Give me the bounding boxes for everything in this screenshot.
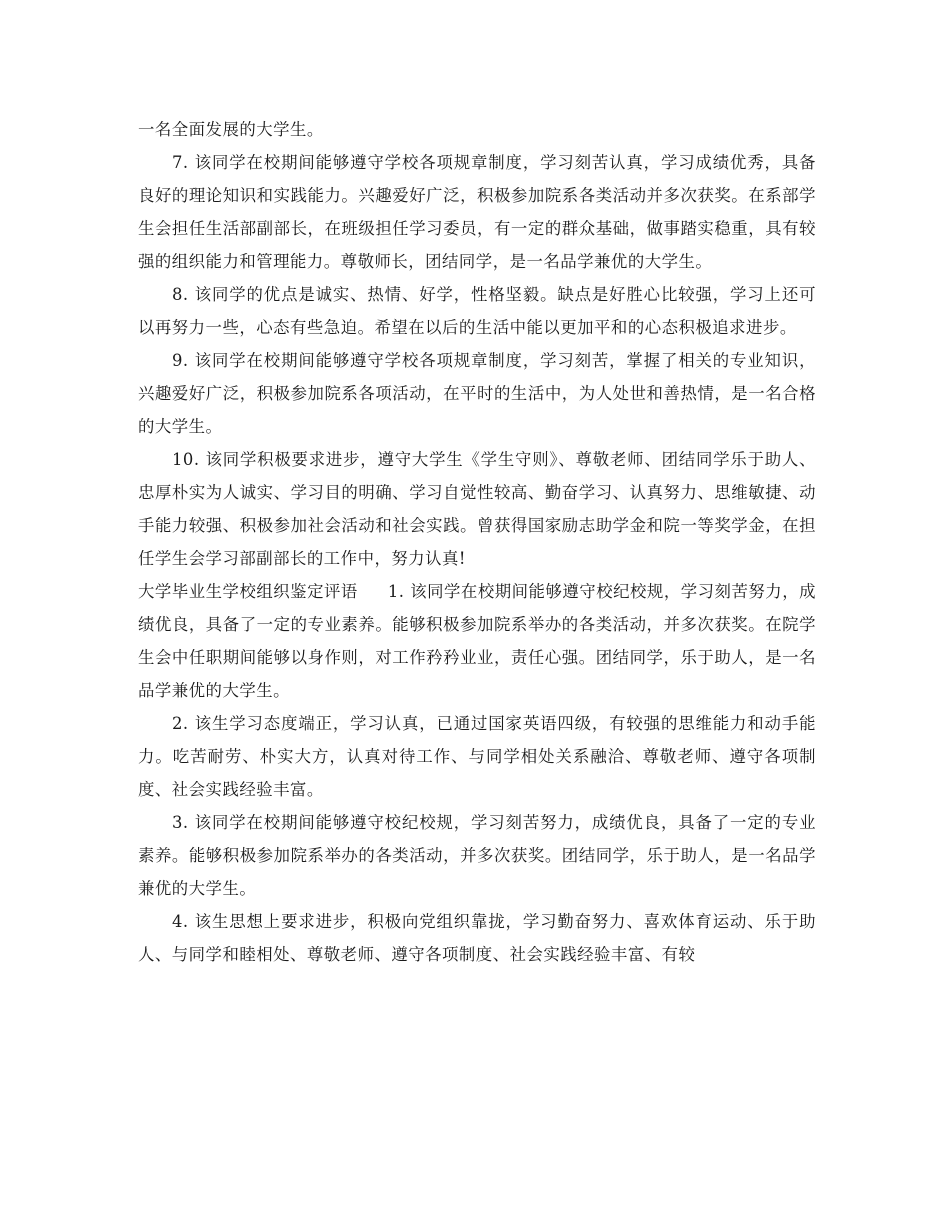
paragraph-item-9: 9. 该同学在校期间能够遵守学校各项规章制度，学习刻苦，掌握了相关的专业知识，兴趣爱好广泛，积极参加院系各项活动，在平时的生活中，为人处世和善热情，是一名合格的大学生。 [138, 351, 816, 436]
section-item-4: 4. 该生思想上要求进步，积极向党组织靠拢，学习勤奋努力、喜欢体育运动、乐于助人、与同学和睦相处、尊敬老师、遵守各项制度、社会实践经验丰富、有较 [138, 912, 816, 964]
paragraph-item-7: 7. 该同学在校期间能够遵守学校各项规章制度，学习刻苦认真，学习成绩优秀，具备良好的理论知识和实践能力。兴趣爱好广泛，积极参加院系各类活动并多次获奖。在系部学生会担任生活部副部长，在班级担任学习委员，有一定的群众基础，做事踏实稳重，具有较强的组织能力和管理能力。尊敬师长，团结同学，是一名品学兼优的大学生。 [138, 153, 816, 271]
paragraph-continuation: 一名全面发展的大学生。 [138, 120, 324, 139]
section-item-1: 1. 该同学在校期间能够遵守校纪校规，学习刻苦努力，成绩优良，具备了一定的专业素养。能够积极参加院系举办的各类活动，并多次获奖。在院学生会中任职期间能够以身作则，对工作矜矜业业，责任心强。团结同学，乐于助人，是一名品学兼优的大学生。 [138, 582, 816, 700]
paragraph-item-10: 10. 该同学积极要求进步，遵守大学生《学生守则》、尊敬老师、团结同学乐于助人、忠厚朴实为人诚实、学习目的明确、学习自觉性较高、勤奋学习、认真努力、思维敏捷、动手能力较强、积极参加社会活动和社会实践。曾获得国家励志助学金和院一等奖学金，在担任学生会学习部副部长的工作中，努力认真! [138, 450, 816, 568]
section-item-3: 3. 该同学在校期间能够遵守校纪校规，学习刻苦努力，成绩优良，具备了一定的专业素养。能够积极参加院系举办的各类活动，并多次获奖。团结同学，乐于助人，是一名品学兼优的大学生。 [138, 813, 816, 898]
paragraph-item-8: 8. 该同学的优点是诚实、热情、好学，性格坚毅。缺点是好胜心比较强，学习上还可以再努力一些，心态有些急迫。希望在以后的生活中能以更加平和的心态积极追求进步。 [138, 285, 816, 337]
section-heading-paragraph [138, 575, 816, 707]
section-title: 大学毕业生学校组织鉴定评语 [138, 582, 358, 601]
section-item-2: 2. 该生学习态度端正，学习认真，已通过国家英语四级，有较强的思维能力和动手能力。吃苦耐劳、朴实大方，认真对待工作、与同学相处关系融洽、尊敬老师、遵守各项制度、社会实践经验丰富。 [138, 714, 816, 799]
document-body [138, 113, 816, 971]
